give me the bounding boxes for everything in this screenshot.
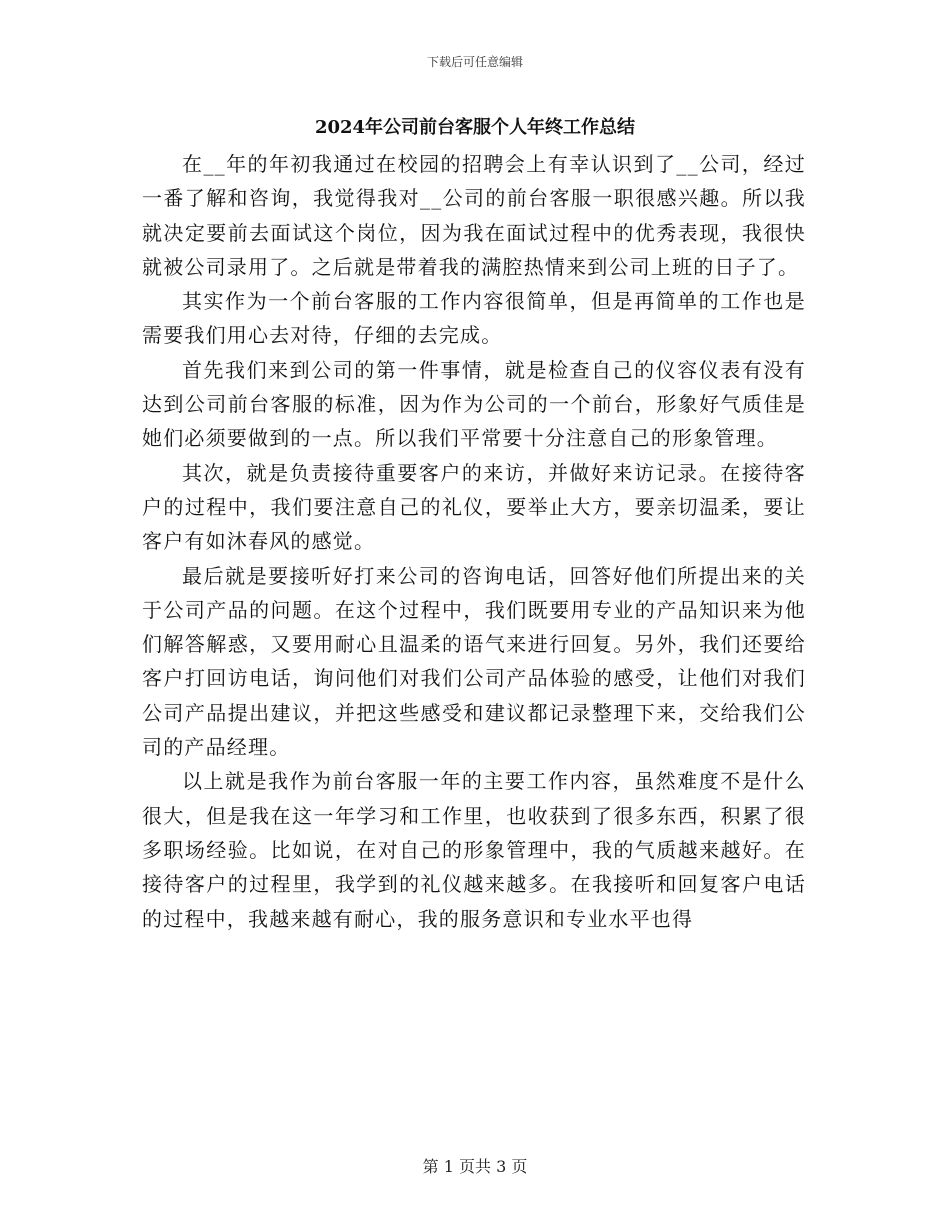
paragraph: 首先我们来到公司的第一件事情，就是检查自己的仪容仪表有没有达到公司前台客服的标准，因为作为公司的一个前台，形象好气质佳是她们必须要做到的一点。所以我们平常要十分注意自己的形象管理。 [142, 357, 806, 451]
paragraph: 在__年的年初我通过在校园的招聘会上有幸认识到了__公司，经过一番了解和咨询，我觉得我对__公司的前台客服一职很感兴趣。所以我就决定要前去面试这个岗位，因为我在面试过程中的优秀表现，我很快就被公司录用了。之后就是带着我的满腔热情来到公司上班的日子了。 [142, 152, 806, 279]
page-header-note: 下载后可任意编辑 [426, 55, 523, 69]
document-title: 2024年公司前台客服个人年终工作总结 [314, 117, 636, 138]
paragraph: 以上就是我作为前台客服一年的主要工作内容，虽然难度不是什么很大，但是我在这一年学习和工作里，也收获到了很多东西，积累了很多职场经验。比如说，在对自己的形象管理中，我的气质越来越好。在接待客户的过程里，我学到的礼仪越来越多。在我接听和回复客户电话的过程中，我越来越有耐心，我的服务意识和专业水平也得 [142, 769, 806, 931]
page-number: 第 1 页共 3 页 [422, 1157, 528, 1176]
document-body [142, 147, 806, 936]
paragraph: 其次，就是负责接待重要客户的来访，并做好来访记录。在接待客户的过程中，我们要注意自己的礼仪，要举止大方，要亲切温柔，要让客户有如沐春风的感觉。 [142, 460, 806, 554]
paragraph: 其实作为一个前台客服的工作内容很简单，但是再简单的工作也是需要我们用心去对待，仔细的去完成。 [142, 289, 806, 348]
paragraph: 最后就是要接听好打来公司的咨询电话，回答好他们所提出来的关于公司产品的问题。在这个过程中，我们既要用专业的产品知识来为他们解答解惑，又要用耐心且温柔的语气来进行回复。另外，我们还要给客户打回访电话，询问他们对我们公司产品体验的感受，让他们对我们公司产品提出建议，并把这些感受和建议都记录整理下来，交给我们公司的产品经理。 [142, 563, 806, 760]
